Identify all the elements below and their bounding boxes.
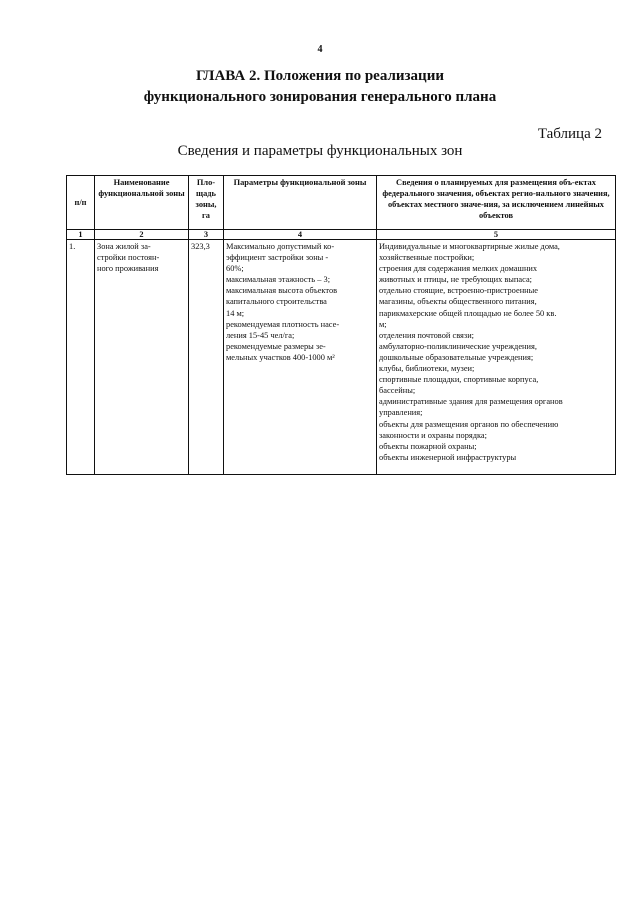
column-number: 1 [67, 230, 95, 240]
parameter-line: рекомендуемая плотность насе- [226, 319, 340, 329]
header-row-number: п/п [67, 176, 95, 230]
object-line: объекты инженерной инфраструктуры [379, 452, 517, 462]
row-number: 1. [67, 240, 95, 475]
parameter-line: капитального строительства [226, 297, 327, 307]
object-line: бассейны; [379, 386, 416, 396]
parameter-line: максимальная этажность – 3; [226, 275, 331, 285]
chapter-title [60, 66, 580, 108]
parameter-line: мельных участков 400-1000 м² [226, 352, 335, 362]
object-line: дошкольные образовательные учреждения; [379, 352, 534, 362]
parameter-line: 14 м; [226, 308, 245, 318]
object-line: парикмахерские общей площадью не более 50 кв. [379, 308, 557, 318]
header-zone-area: Пло-щадь зоны, га [189, 176, 224, 230]
chapter-title-line-1: ГЛАВА 2. Положения по реализации [196, 68, 444, 84]
parameter-line: Максимально допустимый ко- [226, 242, 335, 251]
functional-zones-table [66, 175, 616, 475]
zone-parameters [224, 240, 377, 475]
column-number: 3 [189, 230, 224, 240]
table-row [67, 240, 616, 475]
object-line: законности и охраны порядка; [379, 430, 487, 440]
column-number: 2 [95, 230, 189, 240]
object-line: административные здания для размещения органов [379, 397, 563, 407]
column-number: 5 [377, 230, 616, 240]
chapter-title-line-2: функционального зонирования генерального плана [143, 89, 497, 105]
zone-name-line: Зона жилой за- [97, 242, 151, 251]
object-line: строения для содержания мелких домашних [379, 264, 538, 274]
object-line: объекты для размещения органов по обеспечению [379, 419, 559, 429]
table-caption: Сведения и параметры функциональных зон [177, 143, 463, 159]
object-line: отдельно стоящие, встроенно-пристроенные [379, 286, 539, 296]
parameter-line: ления 15-45 чел/га; [226, 330, 295, 340]
object-line: спортивные площадки, спортивные корпуса, [379, 375, 539, 385]
object-line: магазины, объекты общественного питания, [379, 297, 537, 307]
column-number: 4 [224, 230, 377, 240]
parameter-line: рекомендуемые размеры зе- [226, 341, 326, 351]
parameter-line: максимальная высота объектов [226, 286, 338, 296]
zone-area: 323,3 [189, 240, 224, 475]
object-line: хозяйственные постройки; [379, 253, 475, 263]
parameter-line: эффициент застройки зоны - [226, 253, 329, 263]
zone-name-line: ного проживания [97, 264, 159, 274]
page-number: 4 [317, 44, 323, 55]
column-number-row [67, 230, 616, 240]
object-line: Индивидуальные и многоквартирные жилые дома, [379, 242, 560, 251]
table-header-row [67, 176, 616, 230]
object-line: клубы, библиотеки, музеи; [379, 364, 475, 374]
header-zone-parameters: Параметры функциональной зоны [224, 176, 377, 230]
header-zone-name: Наименование функциональной зоны [95, 176, 189, 230]
object-line: управления; [379, 408, 423, 418]
planned-objects [377, 240, 616, 475]
zone-name-line: стройки постоян- [97, 253, 160, 263]
object-line: м; [379, 319, 387, 329]
object-line: амбулаторно-поликлинические учреждения, [379, 341, 537, 351]
object-line: отделения почтовой связи; [379, 330, 475, 340]
object-line: животных и птицы, не требующих выпаса; [379, 275, 532, 285]
zone-name [95, 240, 189, 475]
table-label: Таблица 2 [537, 126, 602, 142]
object-line: объекты пожарной охраны; [379, 441, 477, 451]
header-planned-objects: Сведения о планируемых для размещения объ-ектах федерального значения, объектах регио-нального значения, объектах местного значе-ния, за исключением линейных объектов [377, 176, 616, 230]
parameter-line: 60%; [226, 264, 244, 274]
